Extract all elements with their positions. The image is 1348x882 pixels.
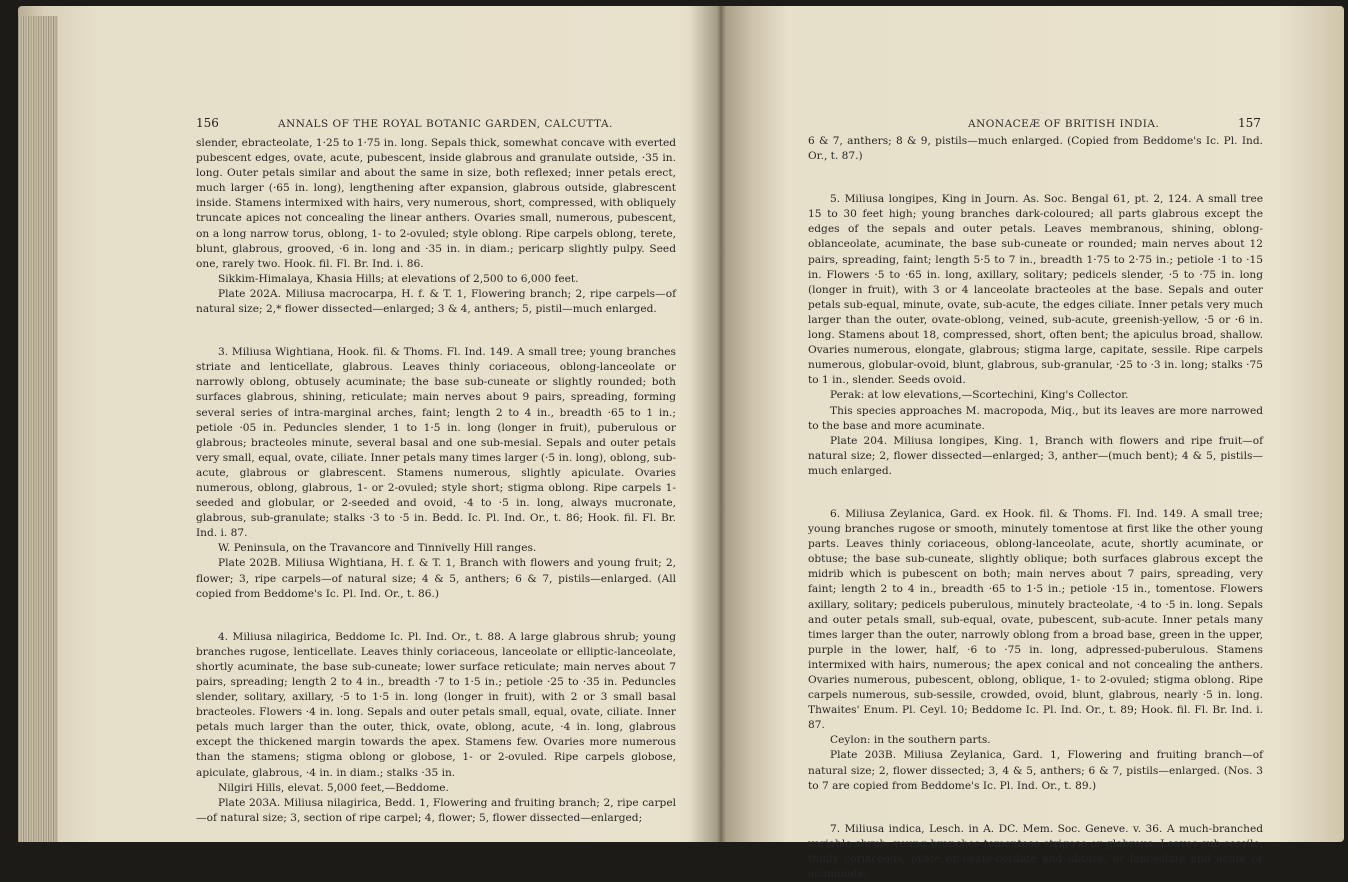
paragraph: 3. Miliusa Wightiana, Hook. fil. & Thoms. Fl. Ind. 149. A small tree; young branches striate and lenticellate, glabrous. Leaves thinly coriaceous, oblong-lanceolate or narrowly oblong, obtusely acuminate; the base sub-cuneate or slightly rounded; both surfaces glabrous, shining, reticulate; main nerves about 9 pairs, spreading, forming several series of intra-marginal arches, faint; length 2 to 4 in., breadth ·65 to 1 in.; petiole ·05 in. Peduncles slender, 1 to 1·5 in. long (longer in fruit), puberulous or glabrous; bracteoles minute, several basal and one sub-mesial. Sepals and outer petals very small, equal, ovate, ciliate. Inner petals many times larger (·5 in. long), oblong, sub-acute, glabrous or glabrescent. Stamens numerous, slightly apiculate. Ovaries numerous, oblong, glabrous, 1- or 2-ovuled; style short; stigma oblong. Ripe carpels 1-seeded and globular, or 2-seeded and ovoid, ·4 to ·5 in. long, always mucronate, glabrous, sub-granulate; stalks ·3 to ·5 in. Bedd. Ic. Pl. Ind. Or., t. 86; Hook. fil. Fl. Br. Ind. i. 87. bbox=[196, 346, 676, 540]
running-head: ANNALS OF THE ROYAL BOTANIC GARDEN, CALCUTTA. bbox=[278, 118, 613, 130]
page-number: 157 bbox=[1238, 116, 1261, 130]
paragraph: 6 & 7, anthers; 8 & 9, pistils—much enlarged. (Copied from Beddome's Ic. Pl. Ind. Or., t. 87.) bbox=[808, 135, 1263, 163]
paragraph: This species approaches M. macropoda, Miq., but its leaves are more narrowed to the base and more acuminate. bbox=[808, 404, 1263, 432]
paragraph: Sikkim-Himalaya, Khasia Hills; at elevations of 2,500 to 6,000 feet. bbox=[218, 272, 579, 285]
paragraph: Ceylon: in the southern parts. bbox=[830, 734, 991, 747]
page-number: 156 bbox=[196, 116, 219, 130]
left-page bbox=[58, 6, 698, 842]
paragraph: Plate 203B. Miliusa Zeylanica, Gard. 1, Flowering and fruiting branch—of natural size; 2, flower dissected; 3, 4 & 5, anthers; 6 & 7, pistils—enlarged. (Nos. 3 to 7 are copied from Beddome's Ic. Pl. Ind. Or., t. 89.) bbox=[808, 749, 1263, 792]
paragraph: Plate 204. Miliusa longipes, King. 1, Branch with flowers and ripe fruit—of natural size; 2, flower dissected—enlarged; 3, anther—(much bent); 4 & 5, pistils—much enlarged. bbox=[808, 434, 1263, 477]
open-book bbox=[18, 6, 1344, 881]
paragraph: Plate 203A. Miliusa nilagirica, Bedd. 1, Flowering and fruiting branch; 2, ripe carpel—of natural size; 3, section of ripe carpel; 4, flower; 5, flower dissected—enlarged; bbox=[196, 796, 676, 824]
paragraph: Perak: at low elevations,—Scortechini, King's Collector. bbox=[830, 389, 1129, 402]
right-text-column bbox=[808, 134, 1263, 882]
right-page bbox=[758, 6, 1338, 881]
paragraph: Nilgiri Hills, elevat. 5,000 feet,—Beddome. bbox=[218, 781, 449, 794]
running-head: ANONACEÆ OF BRITISH INDIA. bbox=[968, 118, 1160, 130]
paragraph: 7. Miliusa indica, Lesch. in A. DC. Mem. Soc. Geneve. v. 36. A much-branched variable shrub; young branches tomentose strigose or glabrous. Leaves sub-sessile, thinly coriaceous, ovate or ovate-cordate and obtuse, or lanceolate and acute or acuminate; bbox=[808, 822, 1263, 881]
paragraph: W. Peninsula, on the Travancore and Tinnivelly Hill ranges. bbox=[218, 542, 537, 555]
left-text-column bbox=[196, 136, 676, 826]
paragraph: 4. Miliusa nilagirica, Beddome Ic. Pl. Ind. Or., t. 88. A large glabrous shrub; young branches rugose, lenticellate. Leaves thinly coriaceous, lanceolate or elliptic-lanceolate, shortly acuminate, the base sub-cuneate; lower surface reticulate; main nerves about 7 pairs, spreading; length 2 to 4 in., breadth ·7 to 1·5 in.; petiole ·25 to ·35 in. Peduncles slender, solitary, axillary, ·5 to 1·5 in. long (longer in fruit), with 2 or 3 small basal bracteoles. Flowers ·4 in. long. Sepals and outer petals small, equal, ovate, ciliate. Inner petals much larger than the outer, thick, ovate, oblong, acute, ·4 in. long, glabrous except the thickened margin towards the apex. Stamens few. Ovaries more numerous than the stamens; stigma oblong or globose, 1- or 2-ovuled. Ripe carpels globose, apiculate, glabrous, ·4 in. in diam.; stalks ·35 in. bbox=[196, 630, 676, 779]
book-gutter bbox=[690, 6, 750, 842]
paragraph: Plate 202A. Miliusa macrocarpa, H. f. & T. 1, Flowering branch; 2, ripe carpels—of natural size; 2,* flower dissected—enlarged; 3 & 4, anthers; 5, pistil—much enlarged. bbox=[196, 287, 676, 316]
paragraph: Plate 202B. Miliusa Wightiana, H. f. & T. 1, Branch with flowers and young fruit; 2, flower; 3, ripe carpels—of natural size; 4 & 5, anthers; 6 & 7, pistils—enlarged. (All copied from Beddome's Ic. Pl. Ind. Or., t. 86.) bbox=[196, 557, 676, 600]
paragraph: slender, ebracteolate, 1·25 to 1·75 in. long. Sepals thick, somewhat concave with everted pubescent edges, ovate, acute, pubescent, inside glabrous and granulate outside, ·35 in. long. Outer petals similar and about the same in size, both reflexed; inner petals erect, much larger (·65 in. long), lengthening after expansion, glabrous outside, glabrescent inside. Stamens intermixed with hairs, very numerous, short, compressed, with obliquely truncate apices not concealing the linear anthers. Ovaries small, numerous, pubescent, on a long narrow torus, oblong, 1- to 2-ovuled; style oblong. Ripe carpels oblong, terete, blunt, glabrous, grooved, ·6 in. long and ·35 in. in diam.; pericarp slightly pulpy. Seed one, rarely two. Hook. fil. Fl. Br. Ind. i. 86. bbox=[196, 137, 676, 270]
page-edges bbox=[18, 16, 58, 842]
paragraph: 5. Miliusa longipes, King in Journ. As. Soc. Bengal 61, pt. 2, 124. A small tree 15 to 30 feet high; young branches dark-coloured; all parts glabrous except the edges of the sepals and outer petals. Leaves membranous, shining, oblong-oblanceolate, acuminate, the base sub-cuneate or rounded; main nerves about 12 pairs, spreading, faint; length 5·5 to 7 in., breadth 1·75 to 2·75 in.; petiole ·1 to ·15 in. Flowers ·5 to ·65 in. long, axillary, solitary; pedicels slender, ·5 to ·75 in. long (longer in fruit), with 3 or 4 lanceolate bracteoles at the base. Sepals and outer petals sub-equal, minute, ovate, sub-acute, the edges ciliate. Inner petals very much larger than the outer, ovate-oblong, veined, sub-acute, greenish-yellow, ·5 or ·6 in. long. Stamens about 18, compressed, short, often bent; the apiculus broad, shallow. Ovaries numerous, elongate, glabrous; stigma large, capitate, sessile. Ripe carpels numerous, globular-ovoid, blunt, glabrous, sub-granular, ·25 to ·3 in. long; stalks ·75 to 1 in., slender. Seeds ovoid. bbox=[808, 193, 1263, 387]
paragraph: 6. Miliusa Zeylanica, Gard. ex Hook. fil. & Thoms. Fl. Ind. 149. A small tree; young branches rugose or smooth, minutely tomentose at first like the other young parts. Leaves thinly coriaceous, oblong-lanceolate, acute, shortly acuminate, or obtuse; the base sub-cuneate, slightly oblique; both surfaces glabrous except the midrib which is pubescent on both; main nerves about 7 pairs, spreading, very faint; length 2 to 4 in., breadth ·65 to 1·5 in.; petiole ·15 in., tomentose. Flowers axillary, solitary; pedicels puberulous, minutely bracteolate, ·4 to ·5 in. long. Sepals and outer petals small, sub-equal, ovate, pubescent, sub-acute. Inner petals many times larger than the outer, narrowly oblong from a broad base, green in the upper, purple in the lower, half, ·6 to ·75 in. long, adpressed-puberulous. Stamens intermixed with hairs, numerous; the apex conical and not concealing the anthers. Ovaries numerous, pubescent, oblong, oblique, 1- to 2-ovuled; stigma oblong. Ripe carpels numerous, sub-sessile, crowded, ovoid, blunt, glabrous, nearly ·5 in. long. Thwaites' Enum. Pl. Ceyl. 10; Beddome Ic. Pl. Ind. Or., t. 89; Hook. fil. Fl. Br. Ind. i. 87. bbox=[808, 507, 1263, 732]
